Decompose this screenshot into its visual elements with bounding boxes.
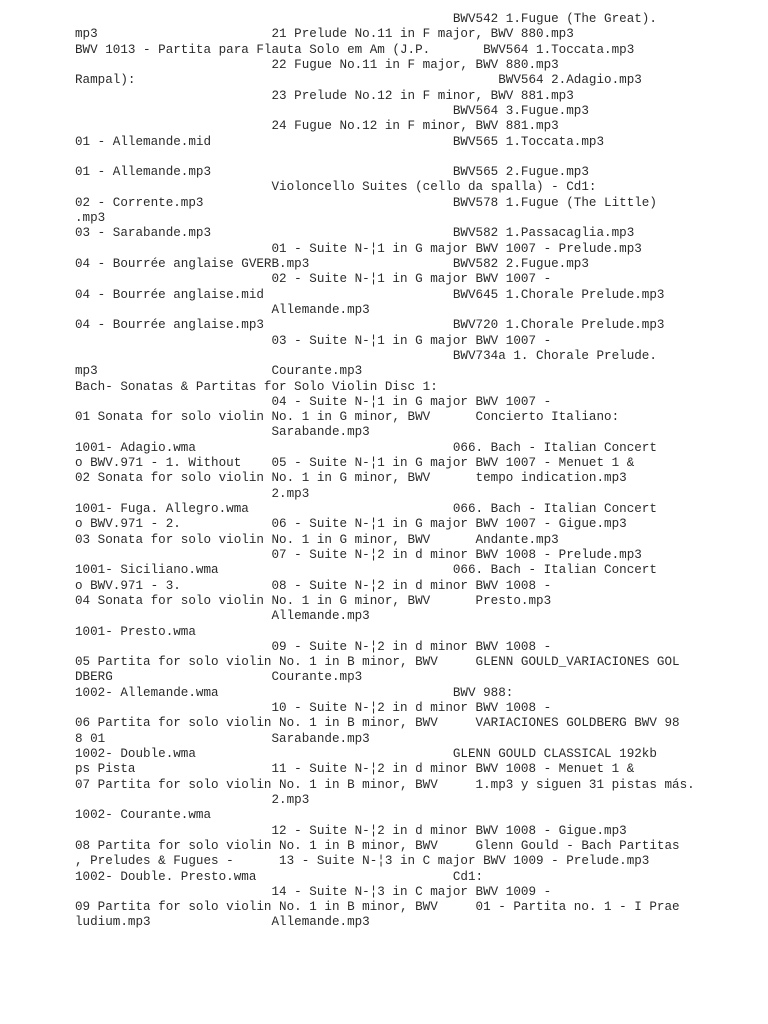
- text-line: o BWV.971 - 2. 06 - Suite N-¦1 in G major BWV 1007 - Gigue.mp3: [75, 517, 627, 532]
- text-line: 1001- Fuga. Allegro.wma 066. Bach - Italian Concert: [75, 502, 657, 516]
- text-line: 14 - Suite N-¦3 in C major BWV 1009 -: [75, 884, 552, 899]
- text-line: ludium.mp3 Allemande.mp3: [75, 915, 370, 930]
- text-line: 1002- Courante.wma: [75, 808, 212, 823]
- text-line: 04 - Bourrée anglaise.mid BWV645 1.Chorale Prelude.mp3: [75, 287, 665, 302]
- text-line: 23 Prelude No.12 in F minor, BWV 881.mp3: [75, 88, 574, 103]
- text-line: Allemande.mp3: [75, 609, 370, 624]
- text-line: BWV 1013 - Partita para Flauta Solo em Am (J.P. BWV564 1.Toccata.mp3: [75, 42, 635, 57]
- text-line: 2.mp3: [75, 792, 310, 807]
- text-line: BWV564 3.Fugue.mp3: [75, 103, 589, 118]
- text-line: 22 Fugue No.11 in F major, BWV 880.mp3: [75, 57, 559, 72]
- text-line: ps Pista 11 - Suite N-¦2 in d minor BWV 1008 - Menuet 1 &: [75, 762, 635, 777]
- text-line: 1002- Double. Presto.wma Cd1:: [75, 869, 484, 884]
- text-line: 08 Partita for solo violin No. 1 in B minor, BWV Glenn Gould - Bach Partitas: [75, 838, 680, 853]
- text-line: 09 - Suite N-¦2 in d minor BWV 1008 -: [75, 639, 552, 654]
- text-line: , Preludes & Fugues - 13 - Suite N-¦3 in C major BWV 1009 - Prelude.mp3: [75, 854, 650, 869]
- text-line: .mp3: [75, 211, 106, 226]
- text-line: Bach- Sonatas & Partitas for Solo Violin Disc 1:: [75, 379, 438, 394]
- text-line: 04 Sonata for solo violin No. 1 in G minor, BWV Presto.mp3: [75, 593, 552, 608]
- text-line: mp3 Courante.mp3: [75, 364, 363, 379]
- text-line: mp3 21 Prelude No.11 in F major, BWV 880.mp3: [75, 27, 574, 42]
- text-line: Allemande.mp3: [75, 302, 370, 317]
- track-listing-text: [75, 12, 695, 931]
- text-line: 06 Partita for solo violin No. 1 in B minor, BWV VARIACIONES GOLDBERG BWV 98: [75, 716, 680, 731]
- text-line: 02 Sonata for solo violin No. 1 in G minor, BWV tempo indication.mp3: [75, 471, 627, 486]
- text-line: 02 - Suite N-¦1 in G major BWV 1007 -: [75, 272, 552, 287]
- text-line: 03 Sonata for solo violin No. 1 in G minor, BWV Andante.mp3: [75, 532, 559, 547]
- text-line: BWV734a 1. Chorale Prelude.: [75, 348, 657, 363]
- text-line: 24 Fugue No.12 in F minor, BWV 881.mp3: [75, 119, 559, 134]
- text-line: 8 01 Sarabande.mp3: [75, 731, 370, 746]
- text-line: 02 - Corrente.mp3 BWV578 1.Fugue (The Little): [75, 195, 657, 210]
- text-line: Sarabande.mp3: [75, 425, 370, 440]
- text-line: 05 Partita for solo violin No. 1 in B minor, BWV GLENN GOULD_VARIACIONES GOL: [75, 655, 680, 670]
- text-line: Rampal): BWV564 2.Adagio.mp3: [75, 73, 642, 88]
- text-line: 1002- Double.wma GLENN GOULD CLASSICAL 192kb: [75, 747, 657, 761]
- text-line: [75, 150, 695, 165]
- text-line: 1001- Siciliano.wma 066. Bach - Italian Concert: [75, 563, 657, 578]
- text-line: 03 - Sarabande.mp3 BWV582 1.Passacaglia.mp3: [75, 226, 635, 241]
- text-line: 01 - Allemande.mid BWV565 1.Toccata.mp3: [75, 134, 605, 149]
- text-line: 04 - Bourrée anglaise GVERB.mp3 BWV582 2.Fugue.mp3: [75, 257, 589, 271]
- text-line: 01 - Suite N-¦1 in G major BWV 1007 - Prelude.mp3: [75, 241, 642, 256]
- text-line: 01 - Allemande.mp3 BWV565 2.Fugue.mp3: [75, 165, 589, 180]
- text-line: Violoncello Suites (cello da spalla) - Cd1:: [75, 180, 597, 195]
- text-line: 07 Partita for solo violin No. 1 in B minor, BWV 1.mp3 y siguen 31 pistas más.: [75, 777, 695, 792]
- text-line: 12 - Suite N-¦2 in d minor BWV 1008 - Gigue.mp3: [75, 823, 627, 838]
- text-line: 07 - Suite N-¦2 in d minor BWV 1008 - Prelude.mp3: [75, 547, 642, 562]
- text-line: DBERG Courante.mp3: [75, 670, 363, 685]
- text-line: 01 Sonata for solo violin No. 1 in G minor, BWV Concierto Italiano:: [75, 410, 620, 425]
- text-line: 1001- Adagio.wma 066. Bach - Italian Concert: [75, 440, 657, 455]
- text-line: 10 - Suite N-¦2 in d minor BWV 1008 -: [75, 701, 552, 716]
- text-line: o BWV.971 - 3. 08 - Suite N-¦2 in d minor BWV 1008 -: [75, 578, 552, 593]
- text-line: 03 - Suite N-¦1 in G major BWV 1007 -: [75, 333, 552, 348]
- text-line: 2.mp3: [75, 486, 310, 501]
- text-line: 09 Partita for solo violin No. 1 in B minor, BWV 01 - Partita no. 1 - I Prae: [75, 900, 680, 915]
- text-line: 04 - Bourrée anglaise.mp3 BWV720 1.Chorale Prelude.mp3: [75, 318, 665, 333]
- text-line: o BWV.971 - 1. Without 05 - Suite N-¦1 in G major BWV 1007 - Menuet 1 &: [75, 456, 635, 471]
- text-line: BWV542 1.Fugue (The Great).: [75, 12, 657, 26]
- text-line: 04 - Suite N-¦1 in G major BWV 1007 -: [75, 394, 552, 409]
- text-line: 1001- Presto.wma: [75, 624, 196, 639]
- text-line: 1002- Allemande.wma BWV 988:: [75, 685, 514, 700]
